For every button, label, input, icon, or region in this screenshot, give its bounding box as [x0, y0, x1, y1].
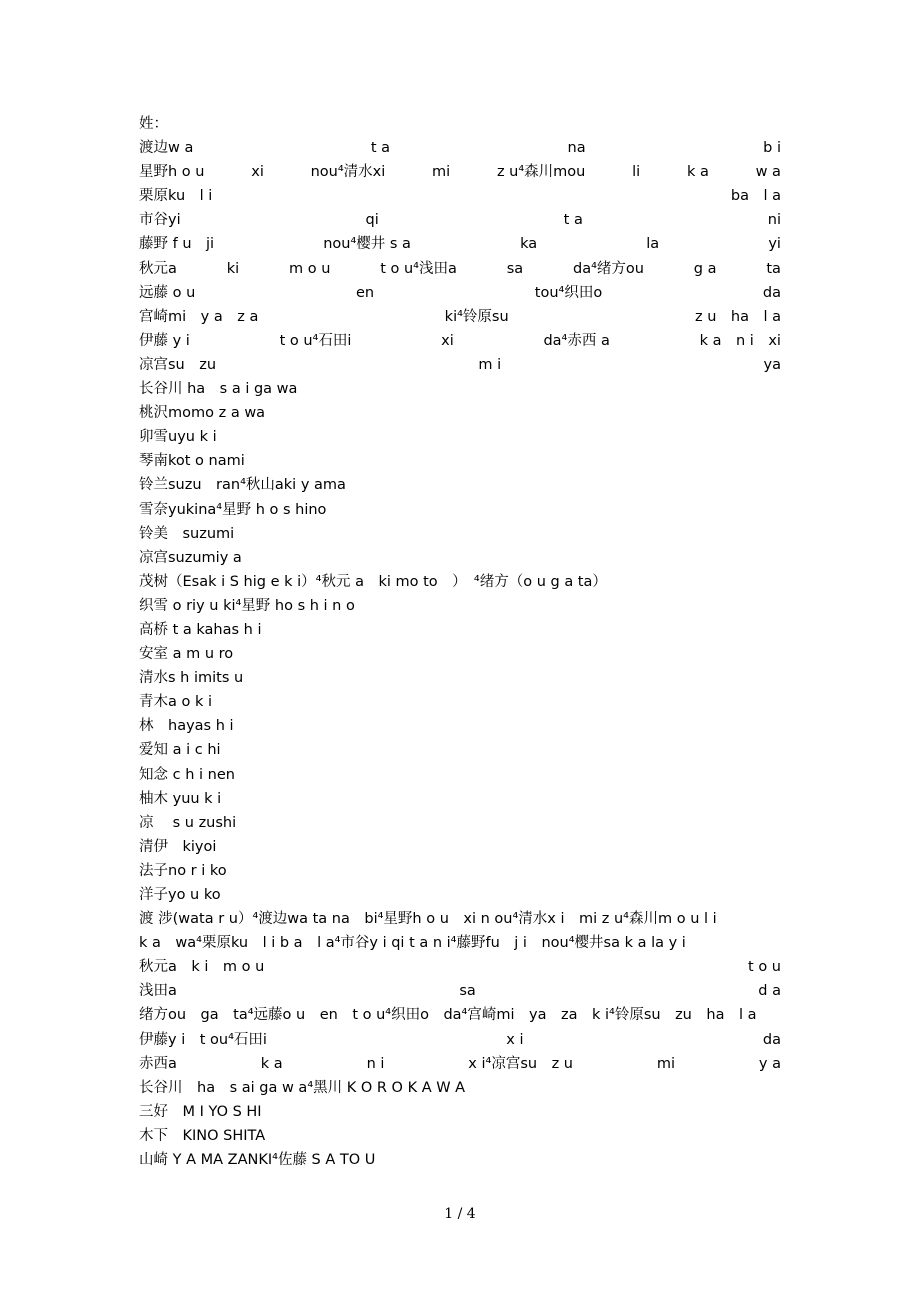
text-segment: 栗原ku l i	[139, 188, 213, 205]
text-segment: 清伊 kiyoi	[139, 838, 217, 855]
text-line	[139, 835, 781, 859]
text-segment: 铃美 suzumi	[139, 525, 235, 542]
text-segment: da⁴绪方ou	[573, 260, 644, 277]
text-segment: n i	[366, 1055, 385, 1072]
text-segment: li	[632, 164, 641, 181]
text-segment: 桃沢momo z a wa	[139, 405, 266, 422]
text-segment: 凉宫su zu	[139, 356, 217, 373]
text-segment: 凉宫suzumiy a	[139, 549, 242, 566]
text-segment: 安室 a m u ro	[139, 646, 234, 663]
text-segment: qi	[365, 212, 379, 229]
text-segment: 伊藤y i t ou⁴石田i	[139, 1031, 267, 1048]
text-line	[139, 1003, 781, 1027]
text-line	[139, 690, 781, 714]
text-segment: 姓：	[139, 116, 168, 132]
text-segment: k a wa⁴栗原ku l i b a l a⁴市谷y i qi t a n i⁴藤野fu j i nou⁴樱井sa k a la y i	[139, 935, 686, 952]
text-line	[139, 473, 781, 497]
text-segment: 长谷川 ha s a i ga wa	[139, 381, 298, 398]
text-line	[139, 112, 781, 136]
text-line	[139, 714, 781, 738]
text-segment: 宫崎mi y a z a	[139, 308, 259, 325]
text-line	[139, 738, 781, 762]
text-line	[139, 763, 781, 787]
text-segment: da	[762, 1031, 781, 1048]
text-line	[139, 184, 781, 208]
page-number: 1 / 4	[444, 1206, 476, 1222]
text-segment: 藤野 f u ji	[139, 236, 215, 253]
text-segment: sa	[459, 983, 476, 1000]
text-segment: en	[355, 284, 375, 301]
text-segment: t a	[370, 140, 391, 157]
text-segment: xi	[251, 164, 264, 181]
text-segment: ki	[226, 260, 240, 277]
text-line	[139, 1028, 781, 1052]
text-line	[139, 1076, 781, 1100]
text-segment: ni	[767, 212, 781, 229]
text-segment: la	[646, 236, 660, 253]
text-segment: 市谷yi	[139, 212, 181, 229]
text-segment: 卯雪uyu k i	[139, 429, 217, 446]
text-segment: 山崎 Y A MA ZANKI⁴佐藤 S A TO U	[139, 1152, 376, 1169]
text-segment: m i	[478, 356, 502, 373]
text-line	[139, 160, 781, 184]
text-segment: t o u⁴浅田a	[380, 260, 457, 277]
text-line	[139, 377, 781, 401]
text-segment: 柚木 yuu k i	[139, 790, 222, 807]
text-line	[139, 1052, 781, 1076]
text-segment: 渡 涉(wata r u）⁴渡边wa ta na bi⁴星野h o u xi n ou⁴清水x i mi z u⁴森川m o u l i	[139, 911, 717, 928]
text-line	[139, 232, 781, 256]
text-segment: 织雪 o riy u ki⁴星野 ho s h i n o	[139, 597, 355, 614]
text-line	[139, 281, 781, 305]
text-line	[139, 353, 781, 377]
text-line	[139, 1148, 781, 1172]
text-segment: 高桥 t a kahas h i	[139, 621, 262, 638]
text-segment: 茂树（Esak i S hig e k i）⁴秋元 a ki mo to ） ⁴绪方（o u g a ta）	[139, 573, 607, 590]
text-segment: b i	[763, 140, 781, 157]
text-line	[139, 522, 781, 546]
document-body	[139, 112, 781, 1172]
text-segment: 法子no r i ko	[139, 862, 227, 879]
text-segment: k a	[260, 1055, 283, 1072]
text-segment: 凉 s u zushi	[139, 814, 237, 831]
text-segment: m o u	[288, 260, 331, 277]
text-line	[139, 642, 781, 666]
text-line	[139, 811, 781, 835]
text-line	[139, 136, 781, 160]
text-segment: 雪奈yukina⁴星野 h o s hino	[139, 501, 327, 518]
text-segment: nou⁴清水xi	[310, 164, 386, 181]
text-segment: 伊藤 y i	[139, 332, 190, 349]
text-line	[139, 498, 781, 522]
text-segment: na	[567, 140, 586, 157]
text-segment: da	[762, 284, 781, 301]
text-line	[139, 859, 781, 883]
text-segment: xi	[441, 332, 454, 349]
text-segment: 青木a o k i	[139, 694, 213, 711]
text-line	[139, 594, 781, 618]
text-line	[139, 570, 781, 594]
text-line	[139, 449, 781, 473]
text-segment: ka	[520, 236, 538, 253]
text-segment: d a	[758, 983, 781, 1000]
text-line	[139, 955, 781, 979]
text-line	[139, 208, 781, 232]
text-segment: z u⁴森川mou	[496, 164, 586, 181]
text-line	[139, 666, 781, 690]
text-segment: t o u⁴石田i	[279, 332, 352, 349]
text-segment: ba l a	[730, 188, 781, 205]
text-segment: 铃兰suzu ran⁴秋山aki y ama	[139, 477, 346, 494]
text-segment: 赤西a	[139, 1055, 177, 1072]
text-line	[139, 546, 781, 570]
text-segment: ki⁴铃原su	[444, 308, 509, 325]
text-segment: 木下 KINO SHITA	[139, 1127, 266, 1144]
text-line	[139, 907, 781, 931]
text-segment: z u ha l a	[694, 308, 781, 325]
text-segment: 林 hayas h i	[139, 718, 234, 735]
text-segment: yi	[768, 236, 781, 253]
text-segment: 长谷川 ha s ai ga w a⁴黑川 K O R O K A W A	[139, 1079, 466, 1096]
text-segment: mi	[432, 164, 451, 181]
text-segment: ya	[763, 356, 781, 373]
text-segment: k a	[686, 164, 709, 181]
text-segment: 清水s h imits u	[139, 670, 244, 687]
text-segment: x i⁴凉宫su z u	[468, 1055, 573, 1072]
text-segment: ta	[766, 260, 781, 277]
text-segment: 秋元a k i m o u	[139, 959, 265, 976]
text-segment: 爱知 a i c hi	[139, 742, 221, 759]
text-segment: t o u	[748, 959, 781, 976]
text-segment: 远藤 o u	[139, 284, 196, 301]
text-line	[139, 305, 781, 329]
text-segment: g a	[693, 260, 717, 277]
text-line	[139, 883, 781, 907]
text-segment: 洋子yo u ko	[139, 887, 221, 903]
text-segment: da⁴赤西 a	[543, 332, 610, 349]
text-segment: t a	[563, 212, 583, 229]
text-line	[139, 979, 781, 1003]
text-segment: 浅田a	[139, 983, 177, 1000]
text-segment: 琴南kot o nami	[139, 453, 245, 470]
text-segment: tou⁴织田o	[534, 284, 603, 301]
text-segment: 秋元a	[139, 260, 177, 277]
text-segment: y a	[758, 1055, 781, 1072]
text-line	[139, 1124, 781, 1148]
text-segment: x i	[506, 1031, 524, 1048]
text-line	[139, 931, 781, 955]
text-segment: 星野h o u	[139, 164, 205, 181]
text-segment: k a n i xi	[699, 332, 781, 349]
text-segment: 知念 c h i nen	[139, 766, 235, 783]
text-segment: sa	[506, 260, 524, 277]
text-line	[139, 425, 781, 449]
text-segment: w a	[755, 164, 781, 181]
text-segment: nou⁴樱井 s a	[323, 236, 411, 253]
text-segment: 绪方ou ga ta⁴远藤o u en t o u⁴织田o da⁴宫崎mi ya za k i⁴铃原su zu ha l a	[139, 1007, 757, 1024]
text-segment: 三好 M I YO S HI	[139, 1103, 262, 1120]
text-segment: 渡边w a	[139, 140, 194, 157]
text-line	[139, 329, 781, 353]
text-line	[139, 618, 781, 642]
text-segment: mi	[656, 1055, 676, 1072]
text-line	[139, 257, 781, 281]
text-line	[139, 1100, 781, 1124]
text-line	[139, 401, 781, 425]
text-line	[139, 787, 781, 811]
